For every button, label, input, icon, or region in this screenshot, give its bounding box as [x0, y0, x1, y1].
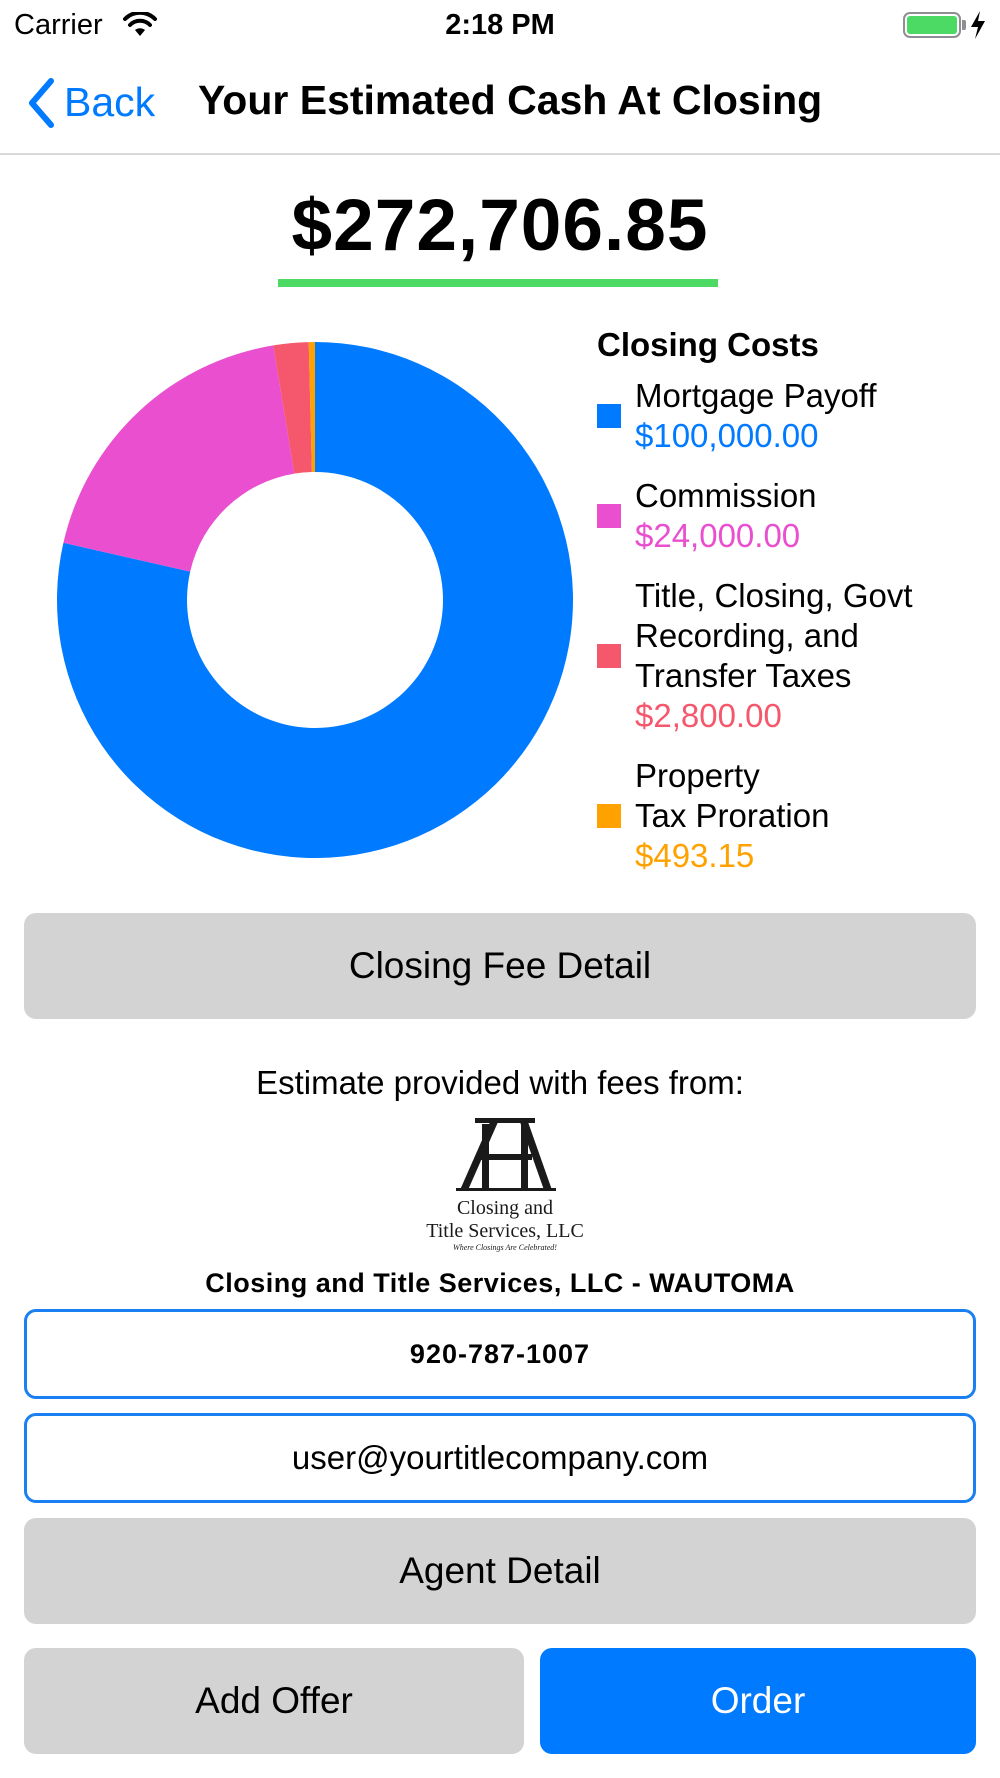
legend-label: Recording, and — [635, 617, 859, 654]
phone-button[interactable]: 920-787-1007 — [24, 1309, 976, 1399]
back-label: Back — [64, 79, 156, 125]
closing-fee-detail-button[interactable]: Closing Fee Detail — [24, 913, 976, 1019]
company-name: Closing and Title Services, LLC - WAUTOMA — [205, 1268, 795, 1298]
chevron-left-icon — [26, 77, 56, 129]
email-button[interactable]: user@yourtitlecompany.com — [24, 1413, 976, 1503]
legend-swatch — [597, 504, 621, 528]
legend-label: Transfer Taxes — [635, 657, 852, 694]
legend-value: $24,000.00 — [635, 517, 801, 554]
legend-label: Property — [635, 757, 760, 794]
charging-bolt-icon — [968, 10, 988, 40]
total-underline — [278, 279, 718, 287]
logo-text-line1: Closing and — [456, 1197, 554, 1219]
logo-text-line2: Title Services, LLC — [426, 1220, 584, 1242]
legend-value: $100,000.00 — [635, 417, 819, 454]
logo-tagline: Where Closings Are Celebrated! — [453, 1243, 557, 1252]
chart-legend — [597, 326, 987, 896]
legend-value: $2,800.00 — [635, 697, 782, 734]
back-button[interactable] — [26, 75, 155, 130]
legend-value: $493.15 — [635, 837, 755, 874]
legend-label: Tax Proration — [635, 797, 830, 834]
battery-icon — [903, 12, 961, 38]
legend-title: Closing Costs — [597, 326, 819, 363]
carrier-label: Carrier — [14, 9, 103, 41]
legend-label: Mortgage Payoff — [635, 377, 877, 414]
estimate-provider-intro: Estimate provided with fees from: — [256, 1064, 744, 1101]
legend-label: Title, Closing, Govt — [635, 577, 913, 614]
legend-swatch — [597, 804, 621, 828]
legend-swatch — [597, 404, 621, 428]
legend-item — [597, 756, 987, 876]
status-time: 2:18 PM — [445, 9, 555, 41]
add-offer-button[interactable]: Add Offer — [24, 1648, 524, 1754]
legend-swatch — [597, 644, 621, 668]
agent-detail-button[interactable]: Agent Detail — [24, 1518, 976, 1624]
battery-nub — [962, 20, 966, 30]
legend-label: Commission — [635, 477, 817, 514]
legend-item — [597, 476, 987, 556]
status-bar — [0, 0, 1000, 50]
page-title: Your Estimated Cash At Closing — [198, 77, 823, 123]
navigation-bar — [0, 50, 1000, 155]
company-logo — [420, 1114, 590, 1254]
donut-slice-1 — [63, 345, 294, 571]
closing-costs-donut-chart — [55, 340, 575, 860]
legend-item — [597, 576, 987, 736]
order-button[interactable]: Order — [540, 1648, 976, 1754]
legend-item — [597, 376, 987, 456]
estimated-cash-total: $272,706.85 — [291, 185, 709, 266]
